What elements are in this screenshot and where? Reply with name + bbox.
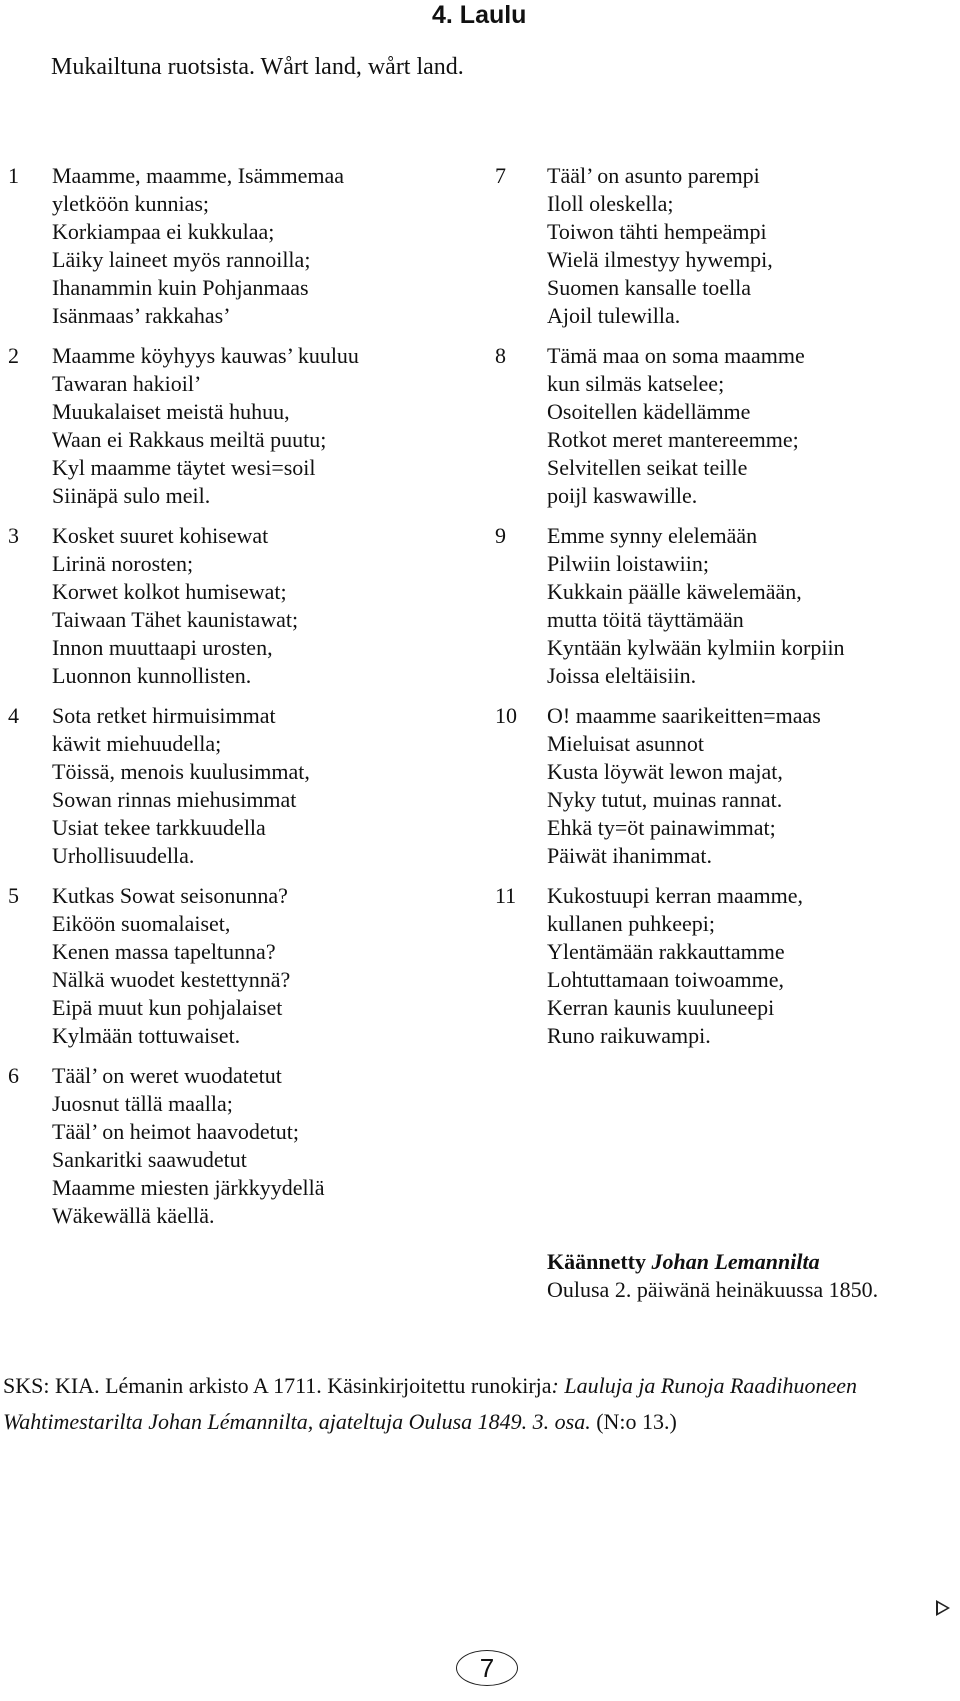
verse-line: Kukostuupi kerran maamme, (547, 883, 803, 908)
verse-line: Maamme miesten järkkyydellä (52, 1175, 325, 1200)
verse-line: Kutkas Sowat seisonunna? (52, 883, 288, 908)
verse-line: Päiwät ihanimmat. (547, 843, 712, 868)
stanza (8, 522, 448, 690)
source-citation (3, 1368, 953, 1440)
stanza-number: 10 (495, 703, 517, 728)
verse-line: Wielä ilmestyy hywempi, (547, 247, 773, 272)
verse-line: Tääl’ on heimot haavodetut; (52, 1119, 300, 1144)
source-plain: SKS: KIA. Lémanin arkisto A 1711. Käsinkirjoitettu runokirja (3, 1373, 552, 1398)
verse-line: Innon muuttaapi urosten, (52, 635, 273, 660)
verse-line: Maamme köyhyys kauwas’ kuuluu (52, 343, 359, 368)
verse-line: Wäkewällä käellä. (52, 1203, 215, 1228)
page-number: 7 (456, 1650, 518, 1686)
verse-line: Lohtuttamaan toiwoamme, (547, 967, 785, 992)
stanza-lines (52, 1062, 324, 1230)
left-column (8, 162, 448, 1242)
stanza (495, 522, 955, 690)
translator-name: Johan Lemannilta (651, 1249, 820, 1274)
stanza (8, 882, 448, 1050)
verse-line: Joissa eleltäisiin. (547, 663, 697, 688)
stanza-number: 2 (8, 343, 19, 368)
verse-line: Kosket suuret kohisewat (52, 523, 269, 548)
verse-line: Kylmään tottuwaiset. (52, 1023, 241, 1048)
verse-line: Eipä muut kun pohjalaiset (52, 995, 283, 1020)
stanza-number: 6 (8, 1063, 19, 1088)
translator-place-date: Oulusa 2. päiwänä heinäkuussa 1850. (547, 1277, 879, 1302)
verse-line: Sota retket hirmuisimmat (52, 703, 276, 728)
stanza-lines (547, 702, 821, 870)
stanza-number: 3 (8, 523, 19, 548)
stanza-lines (547, 522, 845, 690)
verse-line: kun silmäs katselee; (547, 371, 725, 396)
verse-line: Maamme, maamme, Isämmemaa (52, 163, 344, 188)
verse-line: Iloll oleskella; (547, 191, 674, 216)
verse-line: Waan ei Rakkaus meiltä puutu; (52, 427, 327, 452)
verse-line: Korkiampaa ei kukkulaa; (52, 219, 275, 244)
source-end: (N:o 13.) (590, 1409, 677, 1434)
verse-line: Ylentämään rakkauttamme (547, 939, 785, 964)
verse-line: O! maamme saarikeitten=maas (547, 703, 821, 728)
stanza-number: 7 (495, 163, 506, 188)
stanza-lines (52, 162, 344, 330)
verse-line: Ajoil tulewilla. (547, 303, 681, 328)
stanza-number: 4 (8, 703, 19, 728)
stanza (495, 702, 955, 870)
verse-line: Kusta löywät lewon majat, (547, 759, 783, 784)
verse-line: Urhollisuudella. (52, 843, 195, 868)
page-title: 4. Laulu (432, 1, 527, 29)
stanza-lines (547, 162, 773, 330)
stanza (8, 702, 448, 870)
verse-line: Usiat tekee tarkkuudella (52, 815, 266, 840)
stanza-number: 1 (8, 163, 19, 188)
verse-line: Taiwaan Tähet kaunistawat; (52, 607, 299, 632)
verse-line: Sankaritki saawudetut (52, 1147, 247, 1172)
verse-line: Läiky laineet myös rannoilla; (52, 247, 311, 272)
verse-line: Osoitellen kädellämme (547, 399, 751, 424)
verse-line: Kenen massa tapeltunna? (52, 939, 276, 964)
stanza (495, 342, 955, 510)
verse-line: Isänmaas’ rakkahas’ (52, 303, 231, 328)
verse-line: Sowan rinnas miehusimmat (52, 787, 297, 812)
verse-line: Tawaran hakioil’ (52, 371, 202, 396)
verse-line: Mieluisat asunnot (547, 731, 705, 756)
verse-line: Töissä, menois kuulusimmat, (52, 759, 310, 784)
stanza (8, 342, 448, 510)
verse-line: Nälkä wuodet kestettynnä? (52, 967, 291, 992)
verse-line: kullanen puhkeepi; (547, 911, 716, 936)
stanza-lines (52, 342, 359, 510)
verse-line: Korwet kolkot humisewat; (52, 579, 287, 604)
stanza (8, 1062, 448, 1230)
verse-line: Runo raikuwampi. (547, 1023, 711, 1048)
verse-line: Tääl’ on weret wuodatetut (52, 1063, 282, 1088)
stanza-number: 9 (495, 523, 506, 548)
verse-line: Suomen kansalle toella (547, 275, 752, 300)
verse-line: Ihanammin kuin Pohjanmaas (52, 275, 309, 300)
subtitle: Mukailtuna ruotsista. Wårt land, wårt land. (51, 54, 464, 80)
stanza-number: 5 (8, 883, 19, 908)
verse-line: Toiwon tähti hempeämpi (547, 219, 767, 244)
verse-line: Selvitellen seikat teille (547, 455, 748, 480)
verse-line: Tääl’ on asunto parempi (547, 163, 760, 188)
stanza-lines (52, 882, 290, 1050)
verse-line: Kerran kaunis kuuluneepi (547, 995, 775, 1020)
stanza-number: 8 (495, 343, 506, 368)
verse-line: Siinäpä sulo meil. (52, 483, 211, 508)
verse-line: Ehkä ty=öt painawimmat; (547, 815, 776, 840)
stanza (495, 162, 955, 330)
verse-line: Tämä maa on soma maamme (547, 343, 805, 368)
verse-line: Emme synny elelemään (547, 523, 758, 548)
verse-line: mutta töitä täyttämään (547, 607, 744, 632)
verse-line: poijl kaswawille. (547, 483, 698, 508)
verse-line: Kukkain päälle käwelemään, (547, 579, 802, 604)
translator-prefix: Käännetty (547, 1249, 646, 1274)
verse-line: Kyntään kylwään kylmiin korpiin (547, 635, 845, 660)
stanza (495, 882, 955, 1050)
verse-line: yletköön kunnias; (52, 191, 210, 216)
stanza (8, 162, 448, 330)
verse-line: Luonnon kunnollisten. (52, 663, 252, 688)
verse-line: Juosnut tällä maalla; (52, 1091, 233, 1116)
stanza-lines (547, 882, 803, 1050)
verse-line: Pilwiin loistawiin; (547, 551, 709, 576)
next-page-icon[interactable] (936, 1600, 950, 1616)
source-italic: : Lauluja ja Runoja Raadihuoneen Wahtimestarilta Johan Lémannilta, ajateltuja Oulusa 1849. 3. osa. (3, 1373, 858, 1434)
stanza-lines (547, 342, 805, 510)
verse-line: Eiköön suomalaiset, (52, 911, 231, 936)
verse-line: Nyky tutut, muinas rannat. (547, 787, 783, 812)
verse-line: Rotkot meret mantereemme; (547, 427, 799, 452)
right-column (495, 162, 955, 1062)
verse-line: Kyl maamme täytet wesi=soil (52, 455, 316, 480)
verse-line: Lirinä norosten; (52, 551, 194, 576)
verse-line: Muukalaiset meistä huhuu, (52, 399, 290, 424)
stanza-lines (52, 702, 310, 870)
stanza-lines (52, 522, 298, 690)
verse-line: käwit miehuudella; (52, 731, 222, 756)
stanza-number: 11 (495, 883, 517, 908)
translator-note (547, 1248, 878, 1304)
